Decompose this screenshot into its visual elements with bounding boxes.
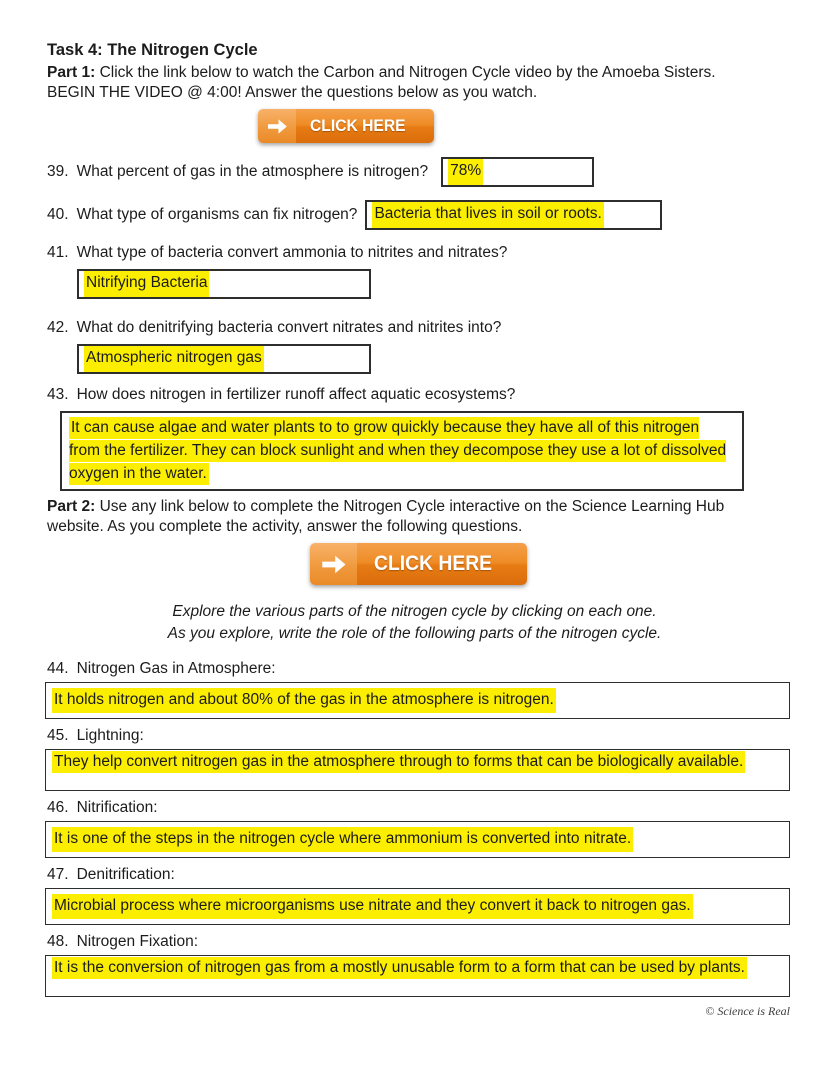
question-41	[47, 243, 790, 299]
answer-field-40[interactable]	[365, 200, 662, 230]
highlighted-answer-39: 78%	[448, 159, 483, 184]
answer-field-41[interactable]	[77, 269, 371, 299]
copyright-credit: © Science is Real	[705, 1004, 790, 1018]
click-here-label: CLICK HERE	[357, 543, 527, 585]
part2-label: Part 2:	[47, 498, 96, 515]
part2-intro	[47, 497, 759, 537]
answer-field-47[interactable]	[45, 888, 790, 925]
highlighted-answer-45: They help convert nitrogen gas in the atmosphere through to forms that can be biologically available.	[52, 751, 745, 773]
question-48-text: 48. Nitrogen Fixation:	[47, 933, 199, 950]
part1-intro	[47, 63, 759, 103]
question-46	[47, 798, 790, 858]
question-40	[47, 200, 790, 230]
answer-field-39[interactable]	[441, 157, 594, 187]
highlighted-answer-42: Atmospheric nitrogen gas	[84, 346, 264, 371]
question-48	[47, 932, 790, 997]
question-45-text: 45. Lightning:	[47, 727, 144, 744]
arrow-right-icon	[258, 109, 296, 143]
part1-button-row	[258, 109, 790, 143]
highlighted-answer-48: It is the conversion of nitrogen gas from a mostly unusable form to a form that can be used by plants.	[52, 957, 747, 979]
question-47-text: 47. Denitrification:	[47, 866, 175, 883]
answer-field-45[interactable]	[45, 749, 790, 791]
answer-field-48[interactable]	[45, 955, 790, 997]
answer-field-46[interactable]	[45, 821, 790, 858]
question-42-text: 42. What do denitrifying bacteria convert nitrates and nitrites into?	[47, 319, 502, 336]
page-title: Task 4: The Nitrogen Cycle	[47, 41, 258, 59]
question-39	[47, 157, 790, 187]
question-43-text: 43. How does nitrogen in fertilizer runoff affect aquatic ecosystems?	[47, 386, 516, 403]
highlighted-answer-43: It can cause algae and water plants to to grow quickly because they have all of this nitrogen from the fertilizer. They can block sunlight and when they decompose they use a lot of dissolved oxygen in the water.	[69, 417, 726, 485]
part2-intro-text: Use any link below to complete the Nitrogen Cycle interactive on the Science Learning Hub website. As you complete the activity, answer the following questions.	[47, 498, 725, 535]
highlighted-answer-46: It is one of the steps in the nitrogen cycle where ammonium is converted into nitrate.	[52, 827, 633, 852]
worksheet-page	[47, 40, 790, 1020]
question-43	[47, 385, 790, 491]
arrow-right-icon	[310, 543, 357, 585]
highlighted-answer-40: Bacteria that lives in soil or roots.	[372, 202, 603, 227]
highlighted-answer-44: It holds nitrogen and about 80% of the gas in the atmosphere is nitrogen.	[52, 688, 556, 713]
question-44-text: 44. Nitrogen Gas in Atmosphere:	[47, 660, 276, 677]
highlighted-answer-41: Nitrifying Bacteria	[84, 271, 209, 296]
part1-intro-text: Click the link below to watch the Carbon and Nitrogen Cycle video by the Amoeba Sisters. BEGIN THE VIDEO @ 4:00! Answer the questions below as you watch.	[47, 64, 716, 101]
part2-button-row	[310, 543, 790, 585]
part2-instructions	[47, 601, 782, 645]
answer-field-42[interactable]	[77, 344, 371, 374]
question-40-text: 40. What type of organisms can fix nitrogen?	[47, 205, 358, 223]
part2-click-here-button[interactable]	[310, 543, 527, 585]
question-42	[47, 318, 790, 374]
part1-label: Part 1:	[47, 64, 96, 81]
question-46-text: 46. Nitrification:	[47, 799, 158, 816]
question-41-text: 41. What type of bacteria convert ammonia to nitrites and nitrates?	[47, 244, 508, 261]
question-45	[47, 726, 790, 791]
instructions-line-2: As you explore, write the role of the following parts of the nitrogen cycle.	[167, 625, 662, 642]
question-39-text: 39. What percent of gas in the atmosphere is nitrogen?	[47, 162, 429, 180]
part1-click-here-button[interactable]	[258, 109, 434, 143]
question-44	[47, 659, 790, 719]
highlighted-answer-47: Microbial process where microorganisms use nitrate and they convert it back to nitrogen gas.	[52, 894, 693, 919]
answer-field-43[interactable]	[60, 411, 744, 491]
question-47	[47, 865, 790, 925]
click-here-label: CLICK HERE	[296, 109, 434, 143]
instructions-line-1: Explore the various parts of the nitrogen cycle by clicking on each one.	[172, 603, 657, 620]
answer-field-44[interactable]	[45, 682, 790, 719]
